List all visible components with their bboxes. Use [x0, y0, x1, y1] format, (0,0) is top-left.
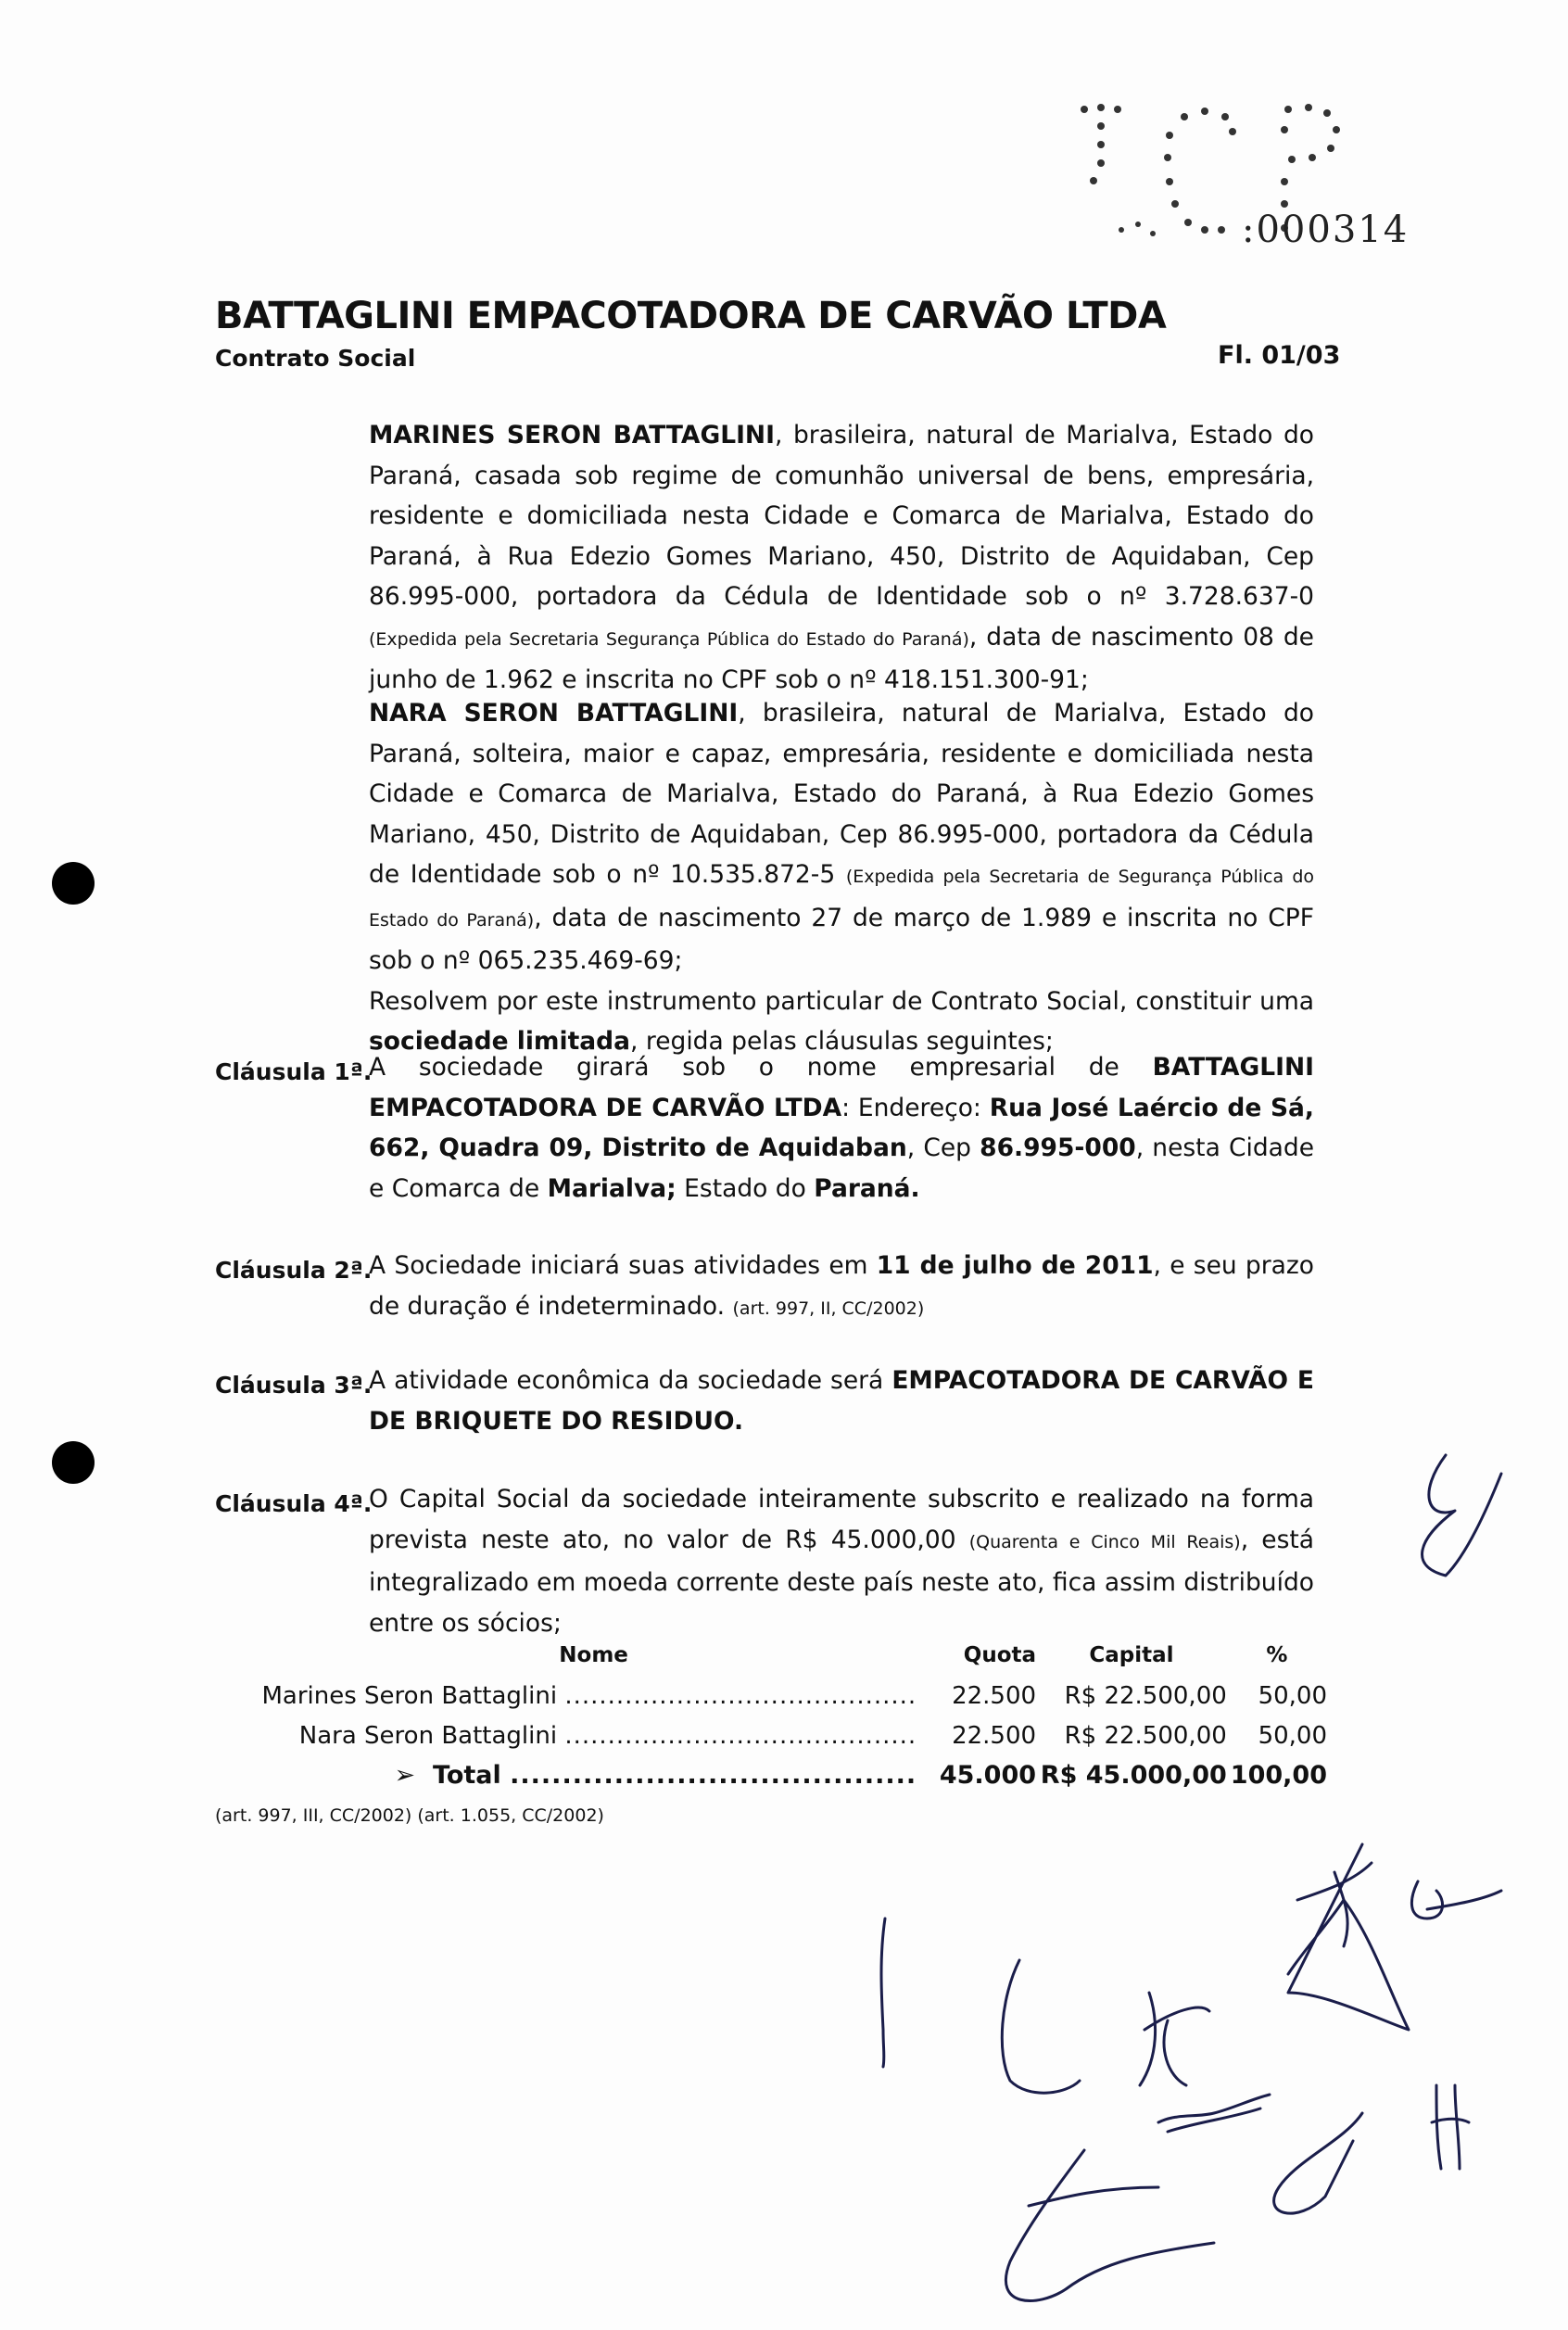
row-2-quota: 22.500 — [952, 1721, 1037, 1750]
table-legal-reference: (art. 997, III, CC/2002) (art. 1.055, CC/2002) — [215, 1805, 604, 1826]
arrow-bullet-icon: ➢ — [394, 1761, 416, 1790]
signature-stroke-9 — [1432, 2085, 1469, 2169]
clause-3-text: A atividade econômica da sociedade será EMPACOTADORA DE CARVÃO E DE BRIQUETE DO RESIDUO. — [369, 1366, 1315, 1436]
clause-1-label: Cláusula 1ª. — [215, 1058, 373, 1085]
total-percent: 100,00 — [1230, 1761, 1327, 1790]
partner-1-name: MARINES SERON BATTAGLINI — [369, 421, 775, 450]
capital-distribution-table — [215, 1635, 1327, 1795]
row-1-capital: R$ 22.500,00 — [1064, 1681, 1227, 1710]
resolution-text-end: , regida pelas cláusulas seguintes; — [630, 1027, 1054, 1056]
partner-1-qualification — [369, 415, 1314, 701]
total-label: ➢ Total ....................................... — [394, 1761, 917, 1790]
table-header-row — [215, 1635, 1327, 1676]
header-quota: Quota — [963, 1643, 1037, 1667]
header-capital: Capital — [1089, 1643, 1174, 1667]
row-1-percent: 50,00 — [1258, 1681, 1327, 1710]
clause-2-text: A Sociedade iniciará suas atividades em 11 de julho de 2011, e seu prazo de duração é indeterminado. (art. 997, II, CC/2002) — [369, 1251, 1314, 1321]
header-percent: % — [1266, 1643, 1288, 1667]
document-type: Contrato Social — [215, 345, 416, 372]
stamp-number: :000314 — [1242, 209, 1410, 251]
table-row — [215, 1716, 1327, 1755]
perforated-stamp — [1066, 65, 1464, 287]
partner-1-text-end: , data de nascimento 08 de junho de 1.962 e inscrita no CPF sob o nº 418.151.300-91; — [369, 622, 1314, 694]
resolution-type: sociedade limitada — [369, 1027, 631, 1056]
total-capital: R$ 45.000,00 — [1040, 1761, 1227, 1790]
margin-initial-signature — [1423, 1455, 1501, 1576]
punch-hole-top — [52, 862, 95, 905]
row-2-name: Nara Seron Battaglini ......................................... — [298, 1721, 917, 1750]
table-total-row — [215, 1755, 1327, 1795]
signature-stroke-6 — [1411, 1881, 1501, 1918]
partner-2-issuer: (Expedida pela Secretaria de Segurança Pública do Estado do Paraná) — [369, 867, 1315, 931]
signature-stroke-5 — [1297, 1863, 1372, 1946]
partner-2-name: NARA SERON BATTAGLINI — [369, 699, 739, 728]
folio-number: Fl. 01/03 — [1218, 341, 1341, 370]
clause-1-text: A sociedade girará sob o nome empresarial de BATTAGLINI EMPACOTADORA DE CARVÃO LTDA: Endereço: Rua José Laércio de Sá, 662, Quadra 09, Distrito de Aquidaban, Cep 86.995-000, nesta Cidade e Comarca de Marialva; Estado do Paraná. — [369, 1053, 1315, 1203]
clause-4-text: O Capital Social da sociedade inteiramente subscrito e realizado na forma prevista neste ato, no valor de R$ 45.000,00 (Quarenta e Cinco Mil Reais), está integralizado em moeda corrente deste país neste ato, fica assim distribuído entre os sócios; — [369, 1485, 1315, 1638]
punch-hole-bottom — [52, 1441, 95, 1484]
signature-stroke-2 — [1002, 1960, 1080, 2093]
row-2-percent: 50,00 — [1258, 1721, 1327, 1750]
partner-1-issuer: (Expedida pela Secretaria Segurança Pública do Estado do Paraná) — [369, 628, 969, 650]
resolution-text: Resolvem por este instrumento particular de Contrato Social, constituir uma — [369, 986, 1314, 1016]
partner-1-text: , brasileira, natural de Marialva, Estado do Paraná, casada sob regime de comunhão universal de bens, empresária, residente e domiciliada nesta Cidade e Comarca de Marialva, Estado do Paraná, à Rua Edezio Gomes Mariano, 450, Distrito de Aquidaban, Cep 86.995-000, portadora da Cédula de Identidade sob o nº 3.728.637-0 — [369, 421, 1314, 611]
header-name: Nome — [559, 1643, 628, 1667]
company-title: BATTAGLINI EMPACOTADORA DE CARVÃO LTDA — [215, 295, 1167, 337]
row-1-name: Marines Seron Battaglini ......................................... — [261, 1681, 917, 1710]
partner-2-text-end: , data de nascimento 27 de março de 1.989 e inscrita no CPF sob o nº 065.235.469-69; — [369, 903, 1314, 975]
signature-stroke-3 — [1140, 1993, 1209, 2085]
clause-3-label: Cláusula 3ª. — [215, 1372, 373, 1399]
signature-stroke-4 — [1288, 1844, 1409, 2030]
signature-stroke-1 — [881, 1918, 885, 2067]
row-1-quota: 22.500 — [952, 1681, 1037, 1710]
signature-stroke-10 — [1005, 2150, 1214, 2300]
clause-4-label: Cláusula 4ª. — [215, 1490, 373, 1517]
clause-2-label: Cláusula 2ª. — [215, 1257, 373, 1284]
partner-2-qualification — [369, 693, 1314, 1062]
partner-2-text: , brasileira, natural de Marialva, Estado do Paraná, solteira, maior e capaz, empresária, residente e domiciliada nesta Cidade e Comarca de Marialva, Estado do Paraná, à Rua Edezio Gomes Mariano, 450, Distrito de Aquidaban, Cep 86.995-000, portadora da Cédula de Identidade sob o nº 10.535.872-5 — [369, 699, 1314, 889]
signature-stroke-8 — [1274, 2113, 1362, 2213]
table-row — [215, 1676, 1327, 1716]
total-quota: 45.000 — [939, 1761, 1037, 1790]
row-2-capital: R$ 22.500,00 — [1064, 1721, 1227, 1750]
signature-stroke-7 — [1158, 2095, 1270, 2132]
